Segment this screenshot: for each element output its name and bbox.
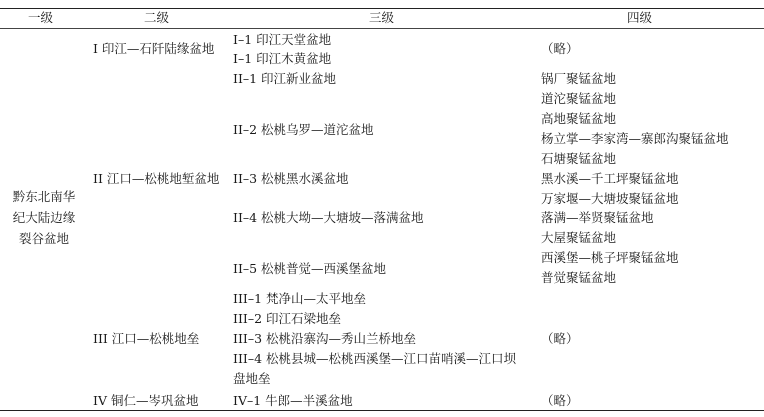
header-level2: 二级 xyxy=(144,10,170,25)
level3-cell: II–2 松桃乌罗—道沱盆地 xyxy=(233,122,374,137)
level2-cell: II 江口—松桃地堑盆地 xyxy=(93,171,220,186)
level4-cell: （略） xyxy=(541,331,579,346)
level4-cell: 普觉聚锰盆地 xyxy=(541,270,617,285)
header-level4: 四级 xyxy=(627,10,653,25)
level1-line: 黔东北南华 xyxy=(12,189,76,204)
level1-cell xyxy=(0,186,88,249)
top-rule xyxy=(0,8,764,9)
level3-cell: III–3 松桃沿寨沟—秀山兰桥地垒 xyxy=(233,331,416,346)
level3-cell: III–4 松桃县城—松桃西溪堡—江口苗哨溪—江口坝 xyxy=(233,351,516,366)
level4-cell: 万家堰—大塘坡聚锰盆地 xyxy=(541,191,679,206)
level3-cell: I–1 印江天堂盆地 xyxy=(233,32,332,47)
header-level3: 三级 xyxy=(369,10,395,25)
level2-cell: IV 铜仁—岑巩盆地 xyxy=(93,393,199,408)
level2-cell: I 印江—石阡陆缘盆地 xyxy=(93,41,215,56)
level4-cell: 落满—举贤聚锰盆地 xyxy=(541,210,654,225)
level2-cell: III 江口—松桃地垒 xyxy=(93,331,200,346)
bottom-rule xyxy=(0,410,764,411)
level3-cell: II–3 松桃黑水溪盆地 xyxy=(233,171,349,186)
level3-cell: III–2 印江石梁地垒 xyxy=(233,311,341,326)
level4-cell: 西溪堡—桃子坪聚锰盆地 xyxy=(541,250,679,265)
level3-cell: I–1 印江木黄盆地 xyxy=(233,51,332,66)
level4-cell: 杨立掌—李家湾—寨郎沟聚锰盆地 xyxy=(541,131,729,146)
level4-cell: （略） xyxy=(541,41,579,56)
level4-cell: 石塘聚锰盆地 xyxy=(541,151,617,166)
level3-cell: II–4 松桃大坳—大塘坡—落满盆地 xyxy=(233,210,424,225)
level1-line: 纪大陆边缘 xyxy=(12,210,76,225)
level1-line: 裂谷盆地 xyxy=(18,231,69,246)
header-rule xyxy=(0,28,764,29)
level4-cell: 高地聚锰盆地 xyxy=(541,111,617,126)
level4-cell: 黑水溪—千工坪聚锰盆地 xyxy=(541,171,679,186)
level4-cell: 锅厂聚锰盆地 xyxy=(541,71,617,86)
header-level1: 一级 xyxy=(28,10,54,25)
level3-cell: 盘地垒 xyxy=(233,371,271,386)
level4-cell: 道沱聚锰盆地 xyxy=(541,91,617,106)
level4-cell: 大屋聚锰盆地 xyxy=(541,230,617,245)
level4-cell: （略） xyxy=(541,393,579,408)
level3-cell: III–1 梵净山—太平地垒 xyxy=(233,291,366,306)
level3-cell: II–1 印江新业盆地 xyxy=(233,71,337,86)
level3-cell: IV–1 牛郎—半溪盆地 xyxy=(233,393,353,408)
level3-cell: II–5 松桃普觉—西溪堡盆地 xyxy=(233,261,387,276)
